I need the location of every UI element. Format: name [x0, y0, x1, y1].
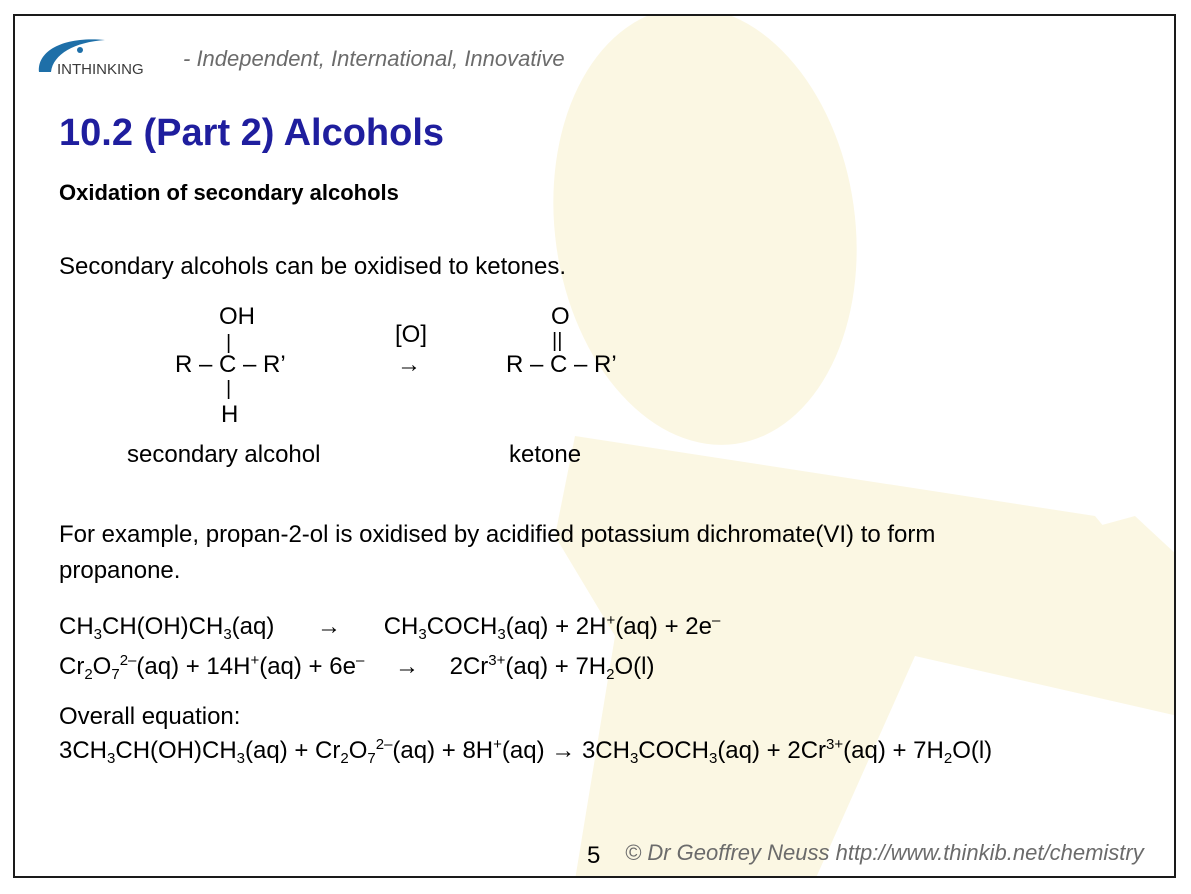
alcohol-bond-top: | — [226, 332, 232, 354]
eq2-arrow: → — [394, 653, 419, 680]
inthinking-logo — [35, 30, 195, 80]
ketone-o: O — [551, 303, 570, 330]
alcohol-bond-bottom: | — [226, 378, 232, 400]
page-title: 10.2 (Part 2) Alcohols — [59, 112, 445, 154]
section-subtitle: Oxidation of secondary alcohols — [59, 180, 399, 205]
half-equation-oxidation: $CH_3CH(OH)CH_3(aq)$ → $CH_3COCH_3(aq) + 2H^+(aq) + 2e^-$ — [59, 612, 721, 643]
alcohol-h: H — [221, 401, 239, 428]
copyright-notice: © Dr Geoffrey Neuss http://www.thinkib.net/chemistry — [625, 840, 1144, 865]
logo-text: INTHINKING — [57, 61, 144, 78]
alcohol-oh: OH — [219, 303, 255, 330]
example-line-2: propanone. — [59, 557, 181, 584]
reaction-arrow: → — [397, 351, 421, 378]
alcohol-label: secondary alcohol — [127, 441, 321, 468]
ketone-chain: R – C – R’ — [506, 351, 617, 378]
half-equation-reduction: $Cr_2O_7^{2-}(aq) + 14H^+(aq) + 6e^- \to 2Cr^{3+}(aq) + 7H_2O(l)$ — [59, 652, 655, 683]
ketone-double-bond: || — [552, 330, 563, 352]
intro-text: Secondary alcohols can be oxidised to ketones. — [59, 253, 566, 280]
eq1-arrow: → — [317, 613, 342, 640]
overall-equation-label: Overall equation: — [59, 703, 241, 730]
page-number: 5 — [587, 842, 601, 869]
ketone-label: ketone — [509, 441, 582, 468]
example-line-1: For example, propan-2-ol is oxidised by acidified potassium dichromate(VI) to form — [59, 521, 936, 548]
slide-frame — [13, 14, 1176, 878]
alcohol-chain: R – C – R’ — [175, 351, 286, 378]
overall-equation: $3CH_3CH(OH)CH_3(aq) + Cr_2O_7^{2-}(aq) + 8H^+(aq)$ → $3CH_3COCH_3(aq) + 2Cr^{3+}(aq) + 7H_2O(l)$ — [59, 736, 993, 767]
reagent-oxidant: [O] — [395, 321, 428, 348]
tagline: - Independent, International, Innovative — [183, 46, 565, 71]
overall-arrow: → — [551, 737, 576, 764]
